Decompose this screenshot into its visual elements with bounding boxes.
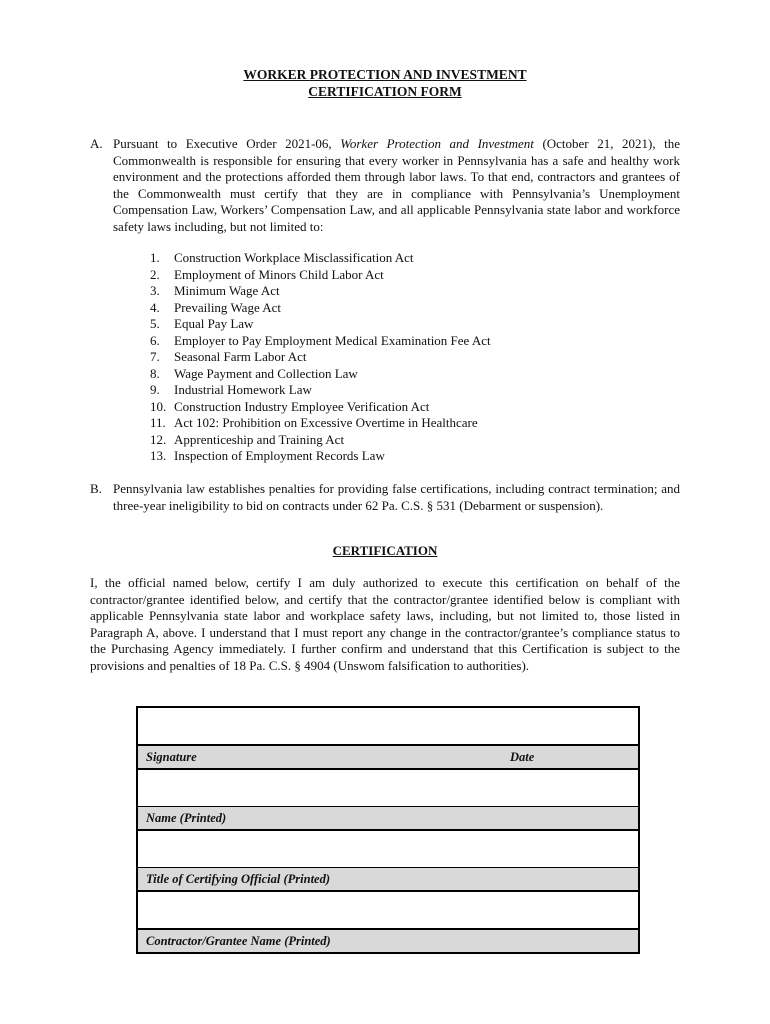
law-list-item bbox=[150, 366, 491, 383]
section-a-order-title: Worker Protection and Investment bbox=[340, 136, 534, 151]
law-number: 11. bbox=[150, 415, 166, 430]
law-name: Seasonal Farm Labor Act bbox=[174, 349, 307, 364]
law-list-item bbox=[150, 382, 491, 399]
law-number: 13. bbox=[150, 448, 167, 463]
certification-paragraph: I, the official named below, certify I am duly authorized to execute this certification on behalf of the contractor/grantee identified below, and certify that the contractor/grantee identified below is compliant with applicable Pennsylvania state labor and workplace safety laws, including, but not limited to, those listed in Paragraph A, above. I understand that I must report any change in the contractor/grantee’s compliance status to the Purchasing Agency immediately. I further confirm and understand that this Certification is subject to the provisions and penalties of 18 Pa. C.S. § 4904 (Unswom falsification to authorities). bbox=[90, 575, 680, 673]
law-name: Inspection of Employment Records Law bbox=[174, 448, 385, 463]
law-number: 3. bbox=[150, 283, 160, 298]
name-label: Name (Printed) bbox=[138, 807, 638, 831]
law-list-item bbox=[150, 300, 491, 317]
law-number: 12. bbox=[150, 431, 167, 447]
section-b-label: B. bbox=[90, 481, 102, 496]
title-line-1: WORKER PROTECTION AND INVESTMENT bbox=[243, 67, 527, 82]
law-name: Employer to Pay Employment Medical Examination Fee Act bbox=[174, 332, 491, 348]
law-name: Construction Industry Employee Verification Act bbox=[174, 398, 430, 414]
law-name: Minimum Wage Act bbox=[174, 283, 280, 298]
section-a-text-before: Pursuant to Executive Order 2021-06, bbox=[113, 136, 341, 151]
law-name: Equal Pay Law bbox=[174, 316, 254, 331]
title-line-2: CERTIFICATION FORM bbox=[308, 84, 462, 99]
contractor-label: Contractor/Grantee Name (Printed) bbox=[138, 930, 638, 952]
section-a-label: A. bbox=[90, 136, 103, 151]
law-number: 2. bbox=[150, 266, 160, 282]
law-number: 5. bbox=[150, 316, 160, 331]
law-list-item bbox=[150, 415, 491, 432]
law-name: Industrial Homework Law bbox=[174, 382, 312, 397]
signature-field[interactable] bbox=[138, 708, 638, 746]
signature-table bbox=[136, 706, 640, 954]
title-label: Title of Certifying Official (Printed) bbox=[138, 868, 638, 892]
law-list-item bbox=[150, 316, 491, 333]
certification-heading: CERTIFICATION bbox=[332, 543, 438, 558]
law-list-item bbox=[150, 267, 491, 284]
law-list-item bbox=[150, 250, 491, 267]
law-name: Apprenticeship and Training Act bbox=[174, 431, 345, 447]
date-label: Date bbox=[510, 750, 535, 764]
law-list-item bbox=[150, 333, 491, 350]
law-list-item bbox=[150, 432, 491, 449]
section-a-paragraph bbox=[113, 136, 680, 235]
name-field[interactable] bbox=[138, 770, 638, 807]
signature-label: Signature bbox=[146, 750, 197, 764]
law-list-item bbox=[150, 283, 491, 300]
law-number: 8. bbox=[150, 365, 160, 381]
law-list-item bbox=[150, 349, 491, 366]
section-b-paragraph: Pennsylvania law establishes penalties for providing false certifications, including contract termination; and three-year ineligibility to bid on contracts under 62 Pa. C.S. § 531 (Debarment or suspension). bbox=[113, 481, 680, 513]
section-a-text-after: (October 21, 2021), the Commonwealth is responsible for ensuring that every worker in Pennsylvania has a safe and healthy work environment and the protections afforded them through labor laws. To that end, contractors and grantees of the Commonwealth must certify that they are in compliance with Pennsylvania’s Unemployment Compensation Law, Workers’ Compensation Law, and all applicable Pennsylvania state labor and workforce safety laws including, but not limited to: bbox=[113, 136, 680, 234]
signature-label-row bbox=[138, 746, 638, 770]
contractor-field[interactable] bbox=[138, 892, 638, 930]
law-number: 6. bbox=[150, 332, 160, 348]
law-number: 10. bbox=[150, 398, 167, 414]
laws-list bbox=[150, 250, 491, 465]
law-number: 9. bbox=[150, 382, 160, 397]
law-name: Wage Payment and Collection Law bbox=[174, 365, 358, 381]
law-name: Employment of Minors Child Labor Act bbox=[174, 266, 384, 282]
law-number: 1. bbox=[150, 250, 160, 265]
law-number: 7. bbox=[150, 349, 160, 364]
law-name: Act 102: Prohibition on Excessive Overtime in Healthcare bbox=[174, 415, 478, 430]
law-list-item bbox=[150, 399, 491, 416]
form-title bbox=[0, 66, 770, 100]
law-name: Prevailing Wage Act bbox=[174, 299, 282, 315]
law-list-item bbox=[150, 448, 491, 465]
law-number: 4. bbox=[150, 299, 160, 315]
title-field[interactable] bbox=[138, 831, 638, 868]
law-name: Construction Workplace Misclassification Act bbox=[174, 250, 414, 265]
